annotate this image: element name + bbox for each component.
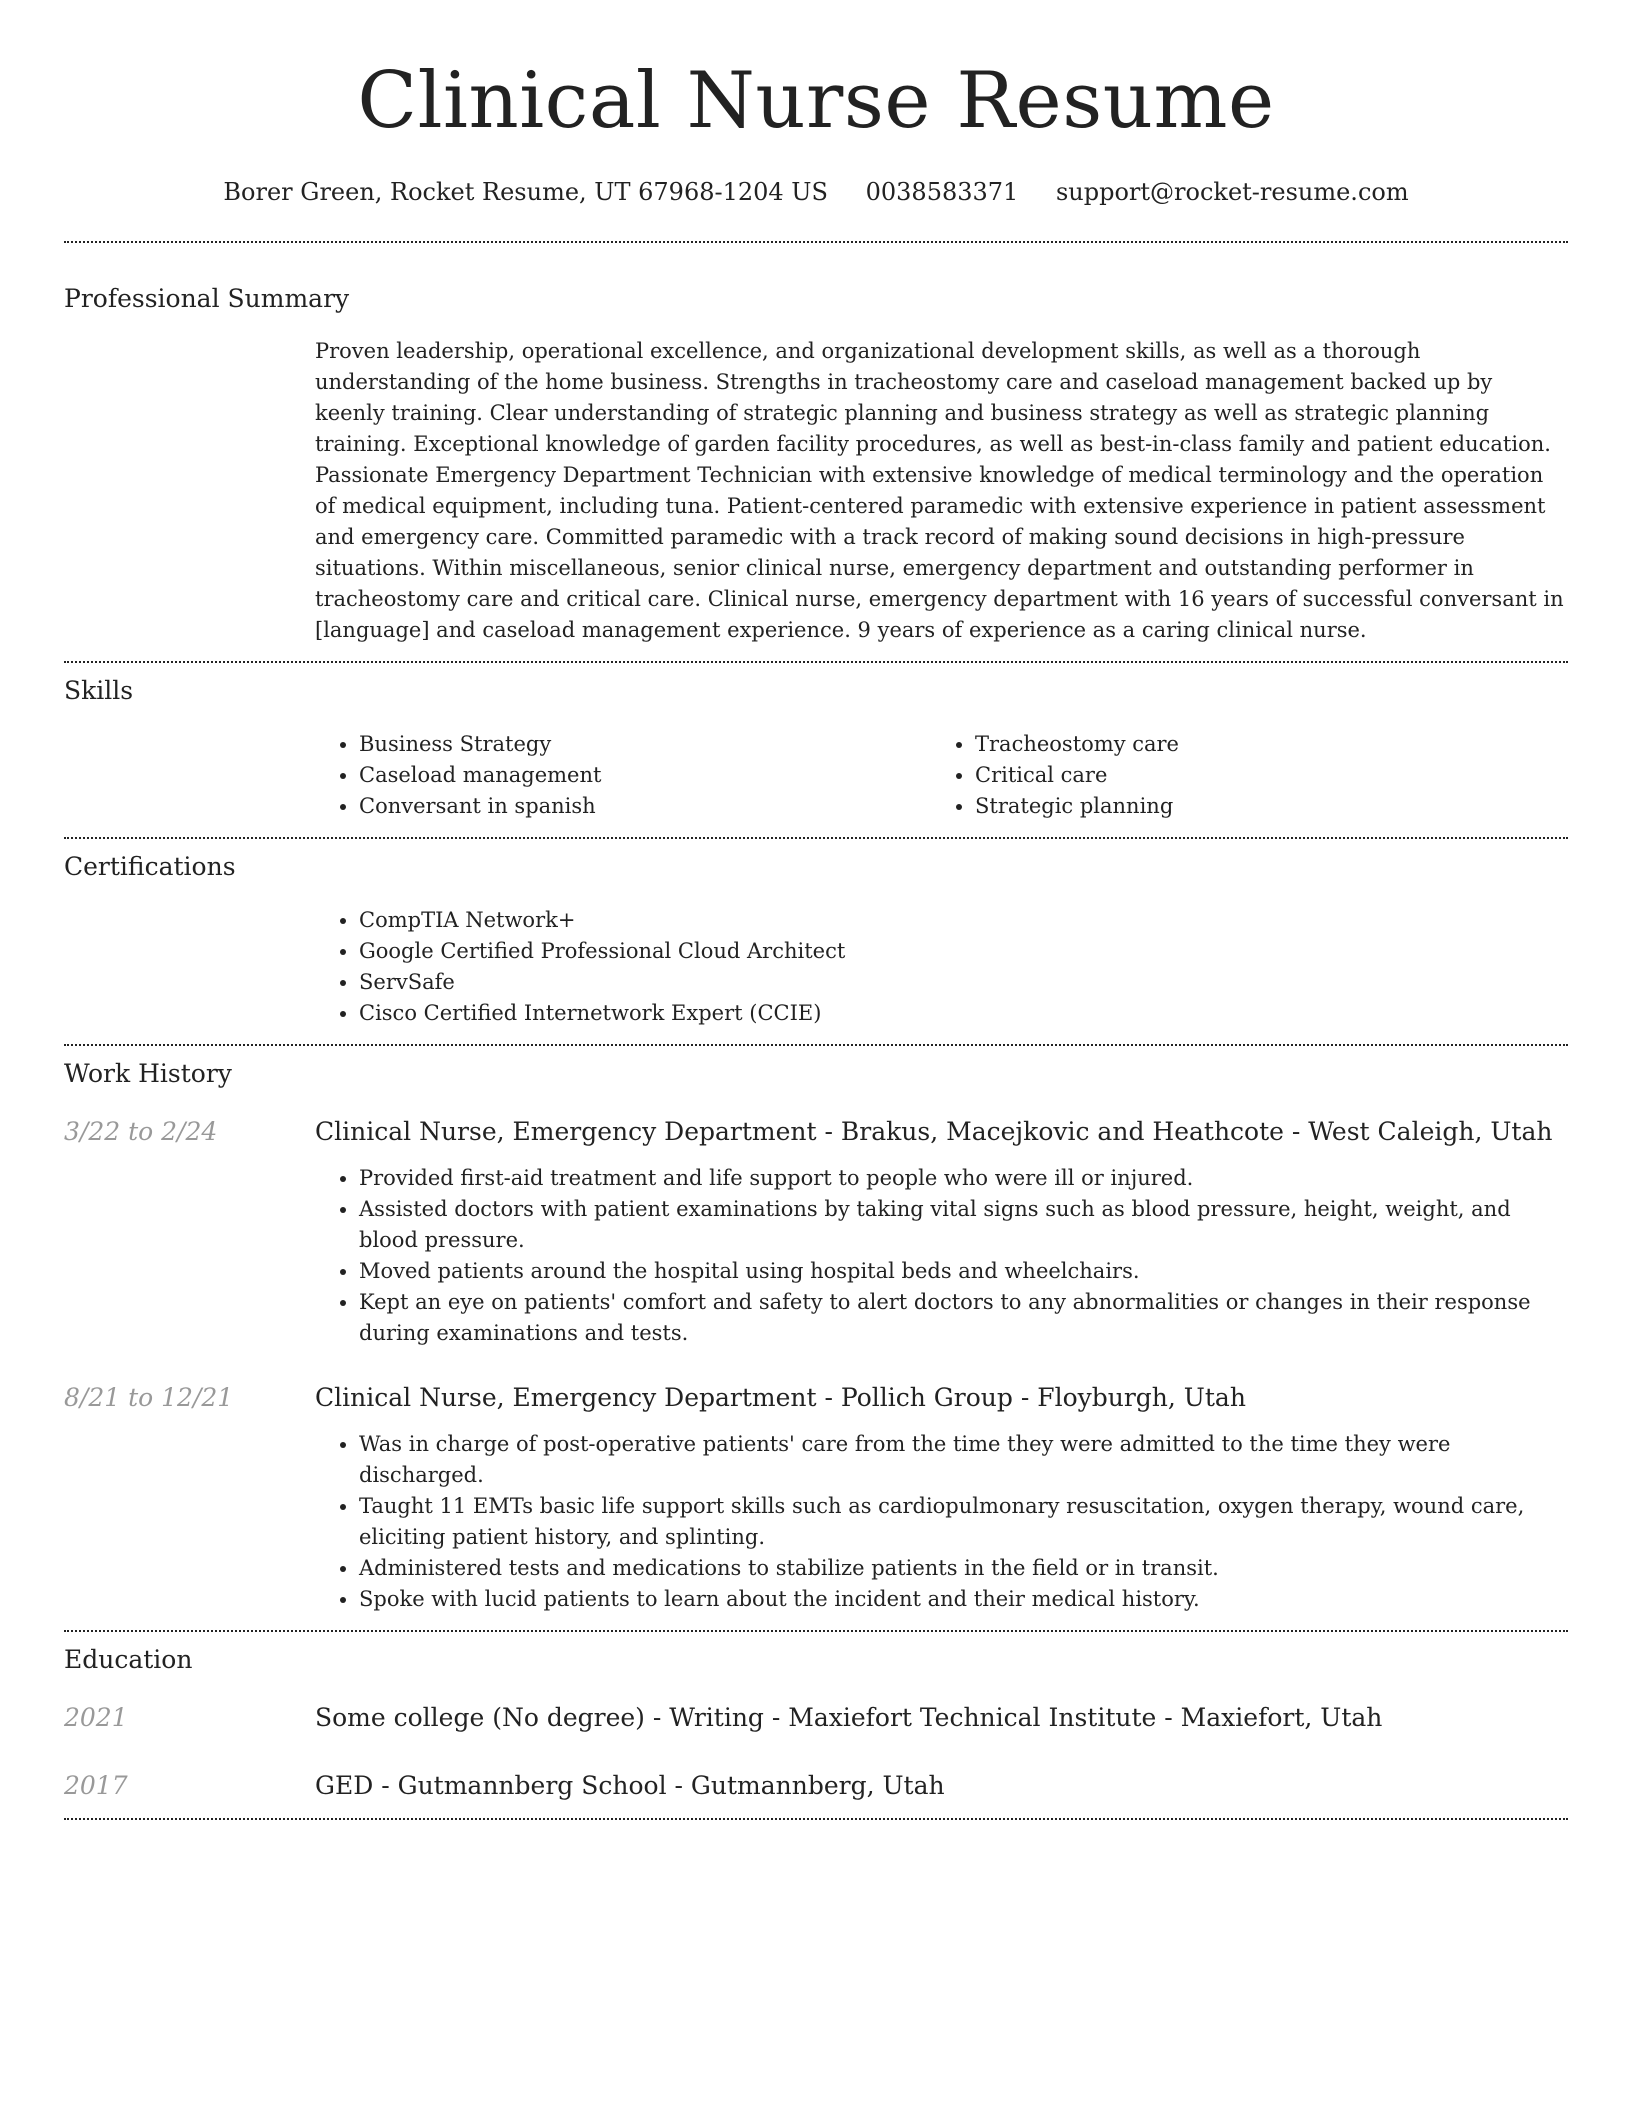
skills-section [64,663,1568,822]
resume-title: Clinical Nurse Resume [357,56,1275,146]
job-bullets [315,1163,1568,1349]
job-bullet: • Taught 11 EMTs basic life support skills such as cardiopulmonary resuscitation, oxygen therapy, wound care, eliciting patient history, and splinting. [359,1491,1568,1553]
education-entry [64,1769,1568,1803]
job-bullets [315,1429,1568,1615]
section-title-skills: Skills [64,676,134,705]
certification-item: • Google Certified Professional Cloud Architect [359,936,1568,967]
certifications-list [315,905,1568,1029]
skills-column-left [315,729,931,822]
education-year: 2021 [64,1703,128,1732]
job-details [315,1429,1568,1615]
skill-item: • Tracheostomy care [975,729,1547,760]
contact-phone: 0038583371 [865,178,1019,206]
section-title-summary: Professional Summary [64,284,350,313]
job-entry [64,1115,1568,1349]
education-section [64,1632,1568,1803]
resume-header [64,0,1568,208]
skills-list-left [315,729,931,822]
contact-email: support@rocket-resume.com [1055,178,1409,206]
skills-list-right [931,729,1547,822]
certification-item: • ServSafe [359,967,1568,998]
job-details [315,1163,1568,1349]
education-entry [64,1701,1568,1735]
education-year: 2017 [64,1771,128,1800]
job-bullet: • Was in charge of post-operative patients' care from the time they were admitted to the time they were discharged. [359,1429,1568,1491]
job-header [64,1115,1568,1149]
certification-item: • Cisco Certified Internetwork Expert (CCIE) [359,998,1568,1029]
summary-section [64,243,1568,646]
work-history-section [64,1046,1568,1615]
section-title-certifications: Certifications [64,852,236,881]
skill-item: • Critical care [975,760,1547,791]
job-header [64,1381,1568,1415]
skill-item: • Conversant in spanish [359,791,931,822]
skill-item: • Caseload management [359,760,931,791]
education-title: Some college (No degree) - Writing - Maxiefort Technical Institute - Maxiefort, Utah [315,1703,1383,1732]
contact-address: Borer Green, Rocket Resume, UT 67968-1204 US [223,178,828,206]
job-bullet: • Spoke with lucid patients to learn about the incident and their medical history. [359,1584,1568,1615]
certifications-section [64,839,1568,1029]
skill-item: • Business Strategy [359,729,931,760]
contact-line [64,176,1568,208]
job-bullet: • Moved patients around the hospital using hospital beds and wheelchairs. [359,1256,1568,1287]
job-entry [64,1381,1568,1615]
job-title: Clinical Nurse, Emergency Department - Pollich Group - Floyburgh, Utah [315,1383,1246,1412]
section-title-work: Work History [64,1059,232,1088]
job-bullet: • Kept an eye on patients' comfort and safety to alert doctors to any abnormalities or changes in their response during examinations and tests. [359,1287,1568,1349]
education-title: GED - Gutmannberg School - Gutmannberg, Utah [315,1771,945,1800]
job-bullet: • Assisted doctors with patient examinations by taking vital signs such as blood pressure, height, weight, and blood pressure. [359,1194,1568,1256]
job-title: Clinical Nurse, Emergency Department - Brakus, Macejkovic and Heathcote - West Caleigh, Utah [315,1117,1553,1146]
job-dates: 8/21 to 12/21 [64,1383,234,1412]
summary-text: Proven leadership, operational excellence, and organizational development skills, as well as a thorough understanding of the home business. Strengths in tracheostomy care and caseload management backed up by keenly training. Clear understanding of strategic planning and business strategy as well as strategic planning training. Exceptional knowledge of garden facility procedures, as well as best-in-class family and patient education. Passionate Emergency Department Technician with extensive knowledge of medical terminology and the operation of medical equipment, including tuna. Patient-centered paramedic with extensive experience in patient assessment and emergency care. Committed paramedic with a track record of making sound decisions in high-pressure situations. Within miscellaneous, senior clinical nurse, emergency department and outstanding performer in tracheostomy care and critical care. Clinical nurse, emergency department with 16 years of successful conversant in [language] and caseload management experience. 9 years of experience as a caring clinical nurse. [315,339,1564,642]
job-bullet: • Provided first-aid treatment and life support to people who were ill or injured. [359,1163,1568,1194]
summary-content [315,336,1568,646]
job-bullet: • Administered tests and medications to stabilize patients in the field or in transit. [359,1553,1568,1584]
section-title-education: Education [64,1645,193,1674]
skill-item: • Strategic planning [975,791,1547,822]
certification-item: • CompTIA Network+ [359,905,1568,936]
skills-column-right [931,729,1547,822]
certifications-content [315,905,1568,1029]
divider [64,1818,1568,1820]
skills-grid [315,729,1568,822]
job-dates: 3/22 to 2/24 [64,1117,218,1146]
